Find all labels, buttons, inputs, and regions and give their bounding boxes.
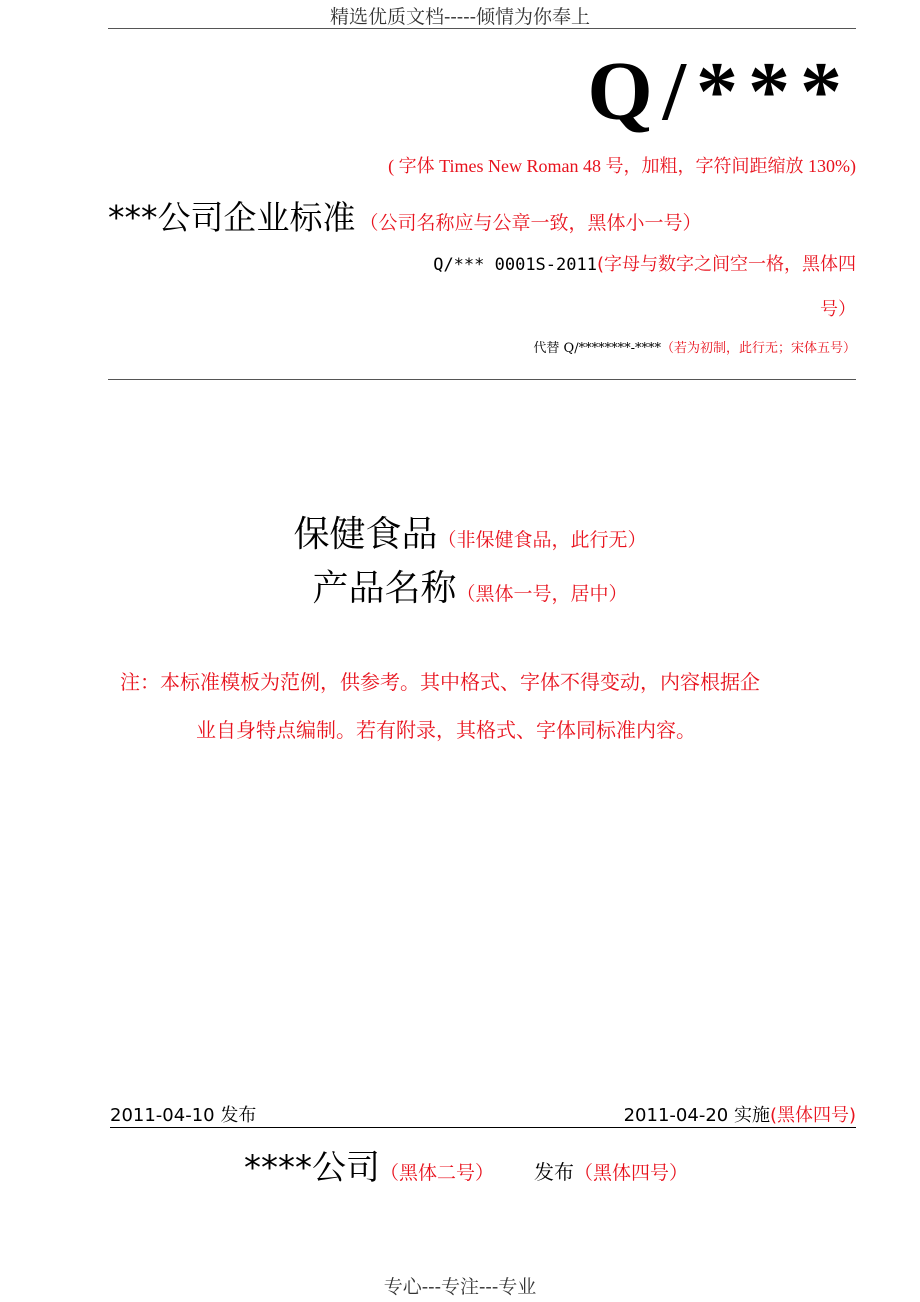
effective-date-note: (黑体四号) xyxy=(769,1105,856,1126)
issuer-name-note: （黑体二号） xyxy=(380,1162,495,1184)
product-name-line xyxy=(0,560,920,611)
product-name: 产品名称 xyxy=(312,568,457,609)
standard-number-line xyxy=(433,250,856,276)
issuer-publish: 发布 xyxy=(534,1160,575,1184)
title-divider xyxy=(108,379,856,380)
release-date-line xyxy=(110,1101,856,1128)
standard-code-note: ( 字体 Times New Roman 48 号，加粗，字符间距缩放 130%) xyxy=(388,156,856,176)
replace-label: 代替 Q/********-**** xyxy=(533,341,661,356)
company-standard-title-note: （公司名称应与公章一致，黑体小一号） xyxy=(359,212,702,234)
company-standard-title xyxy=(108,192,702,239)
page-footer: 专心---专注---专业 xyxy=(383,1276,537,1298)
page-header: 精选优质文档-----倾情为你奉上 xyxy=(329,6,591,28)
replace-line xyxy=(533,337,856,356)
product-name-note: （黑体一号，居中） xyxy=(456,583,628,605)
product-category-note: （非保健食品，此行无） xyxy=(437,529,647,551)
product-category: 保健食品 xyxy=(293,514,438,555)
replace-note: （若为初制，此行无；宋体五号） xyxy=(660,341,856,356)
product-category-line xyxy=(0,506,920,557)
standard-number-note: (字母与数字之间空一格，黑体四 xyxy=(596,254,856,275)
issuer-name: ****公司 xyxy=(244,1148,380,1188)
effective-date-group xyxy=(624,1101,856,1127)
issuer-publish-note: （黑体四号） xyxy=(574,1162,689,1184)
effective-date: 2011-04-20 实施 xyxy=(623,1105,770,1126)
publish-date: 2011-04-10 发布 xyxy=(110,1105,257,1126)
standard-code: Q/*** xyxy=(587,45,852,138)
company-standard-title-text: ***公司企业标准 xyxy=(108,198,356,237)
notice-line-1: 注：本标准模板为范例，供参考。其中格式、字体不得变动，内容根据企 xyxy=(120,670,760,694)
standard-number: Q/*** 0001S-2011 xyxy=(433,255,597,275)
header-divider xyxy=(108,28,856,29)
standard-number-note-wrap: 号） xyxy=(820,299,856,320)
notice-line-2: 业自身特点编制。若有附录，其格式、字体同标准内容。 xyxy=(196,718,696,742)
issuer-line xyxy=(244,1140,688,1189)
